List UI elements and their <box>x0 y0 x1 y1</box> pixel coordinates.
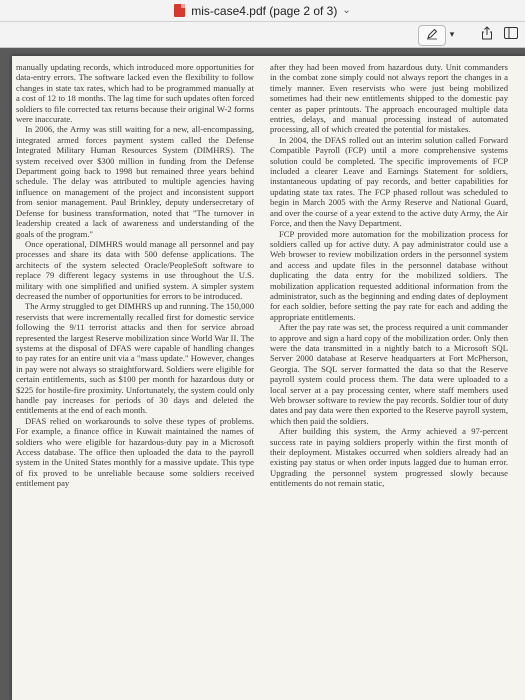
markup-options-button[interactable] <box>446 25 458 44</box>
paragraph: The Army struggled to get DIMHRS up and running. The 150,000 reservists that were incrementally recalled first for domestic service following the 9/11 terrorist attacks and then for service abroad represented the largest Reserve mobilization since World War II. The systems at the disposal of DFAS were capable of handling changes to pay rates for an entire unit via a "mass update." However, changes in pay were not always so straightforward. Soldiers were eligible for certain entitlements, such as $100 per month for hazardous duty or $225 for hostile-fire proximity. Unfortunately, the system could only handle pay increases for periods of 30 days and deleted the entitlements at the end of each month. <box>16 301 254 416</box>
paragraph: after they had been moved from hazardous duty. Unit commanders in the combat zone simply could not always report the changes in a timely manner. Even reservists who were just being mobilized sometimes had their new entitlements shipped to the domestic pay center as paper printouts. The approach encouraged multiple data entries, delays, and manual processing instead of automated processing, all of which created the potential for mistakes. <box>270 62 508 135</box>
paragraph: In 2006, the Army was still waiting for a new, all-encompassing, integrated armed forces payment system called the Defense Integrated Military Human Resources System (DIMHRS). The system received over $300 million in funding from the Defense Department going back to 1998 but remained three years behind schedule. The delay was attributed to multiple agencies having influence on management of the project and inconsistent support from senior management. Paul Brinkley, deputy undersecretary of Defense for business transformation, noted that "The turnover in leadership created a lack of awareness and understanding of the goals of the program." <box>16 124 254 239</box>
pen-markup-icon <box>426 28 438 43</box>
paragraph: After the pay rate was set, the process required a unit commander to approve and sign a hard copy of the mobilization order. Only then were the data transmitted in a nightly batch to a Microsoft SQL Server 2000 database at Reserve headquarters at Fort McPherson, Georgia. The SQL server formatted the data so that the Reserve payroll system could process them. The data were uploaded to a local server at a pay processing center, where staff members used Web browser software to review the pay records. Soldier tour of duty dates and pay data were then exported to the Reserve payroll system, which then paid the soldiers. <box>270 322 508 426</box>
markup-pen-button[interactable] <box>418 25 446 46</box>
pdf-file-icon <box>174 4 185 17</box>
paragraph: Once operational, DIMHRS would manage all personnel and pay processes and share its data with 500 defense applications. The architects of the system selected Oracle/PeopleSoft software to replace 79 different legacy systems in use throughout the U.S. military with one simplified and unified system. A simpler system decreased the number of opportunities for errors to be introduced. <box>16 238 254 301</box>
window-titlebar <box>0 0 525 22</box>
sidebar-toggle-button[interactable] <box>502 25 520 44</box>
paragraph: manually updating records, which introduced more opportunities for data-entry errors. The software lacked even the flexibility to follow changes in state tax rates, which had to be programmed manually at a cost of 12 to 18 months. The lag time for such updates often forced soldiers to file corrected tax returns because their original W-2 forms were inaccurate. <box>16 62 254 125</box>
text-column-left <box>16 62 254 489</box>
pdf-page <box>12 56 525 700</box>
paragraph: DFAS relied on workarounds to solve these types of problems. For example, a finance office in Kuwait maintained the names of soldiers who were eligible for hazardous-duty pay in a Microsoft Access database. The office then uploaded the data to the payroll system in the United States monthly for a massive update. This type of fix proved to be unreliable because some soldiers received entitlement pay <box>16 415 254 489</box>
sidebar-toggle-icon <box>504 27 518 42</box>
share-icon <box>481 26 493 43</box>
chevron-down-icon: ▾ <box>449 29 455 39</box>
window-title: mis-case4.pdf (page 2 of 3) <box>191 3 338 18</box>
paragraph: In 2004, the DFAS rolled out an interim solution called Forward Compatible Payroll (FCP) until a more comprehensive systems solution could be completed. The specific improvements of FCP included a clearer Leave and Earnings Statement for soldiers, instantaneous updating of pay records, and better capabilities for updating state tax rates. The FCP phased rollout was scheduled to begin in March 2005 with the Army Reserve and National Guard, and over the course of a year extend to the active duty Army, the Air Force, and then the Navy Department. <box>270 134 508 229</box>
chevron-down-icon[interactable]: ⌄ <box>342 5 351 16</box>
paragraph: After building this system, the Army achieved a 97-percent success rate in paying soldiers properly within the first month of their deployment. Mistakes occurred when soldiers already had an existing pay status or when order inputs lagged due to human error. Upgrading the personnel system progressed slowly because entitlements do not remain static, <box>270 426 508 489</box>
toolbar <box>0 22 525 48</box>
paragraph: FCP provided more automation for the mobilization process for soldiers called up for active duty. A pay administrator could use a Web browser to review mobilization orders in the personnel system and access and update files in the personnel database without duplicating the data entry for the mobilized soldiers. The mobilization application requested additional information from the administrator, such as the beginning and ending dates of deployment for each soldier, before setting the pay rate for each and adding the appropriate entitlements. <box>270 228 508 322</box>
share-button[interactable] <box>478 25 496 44</box>
text-column-right <box>270 62 508 489</box>
